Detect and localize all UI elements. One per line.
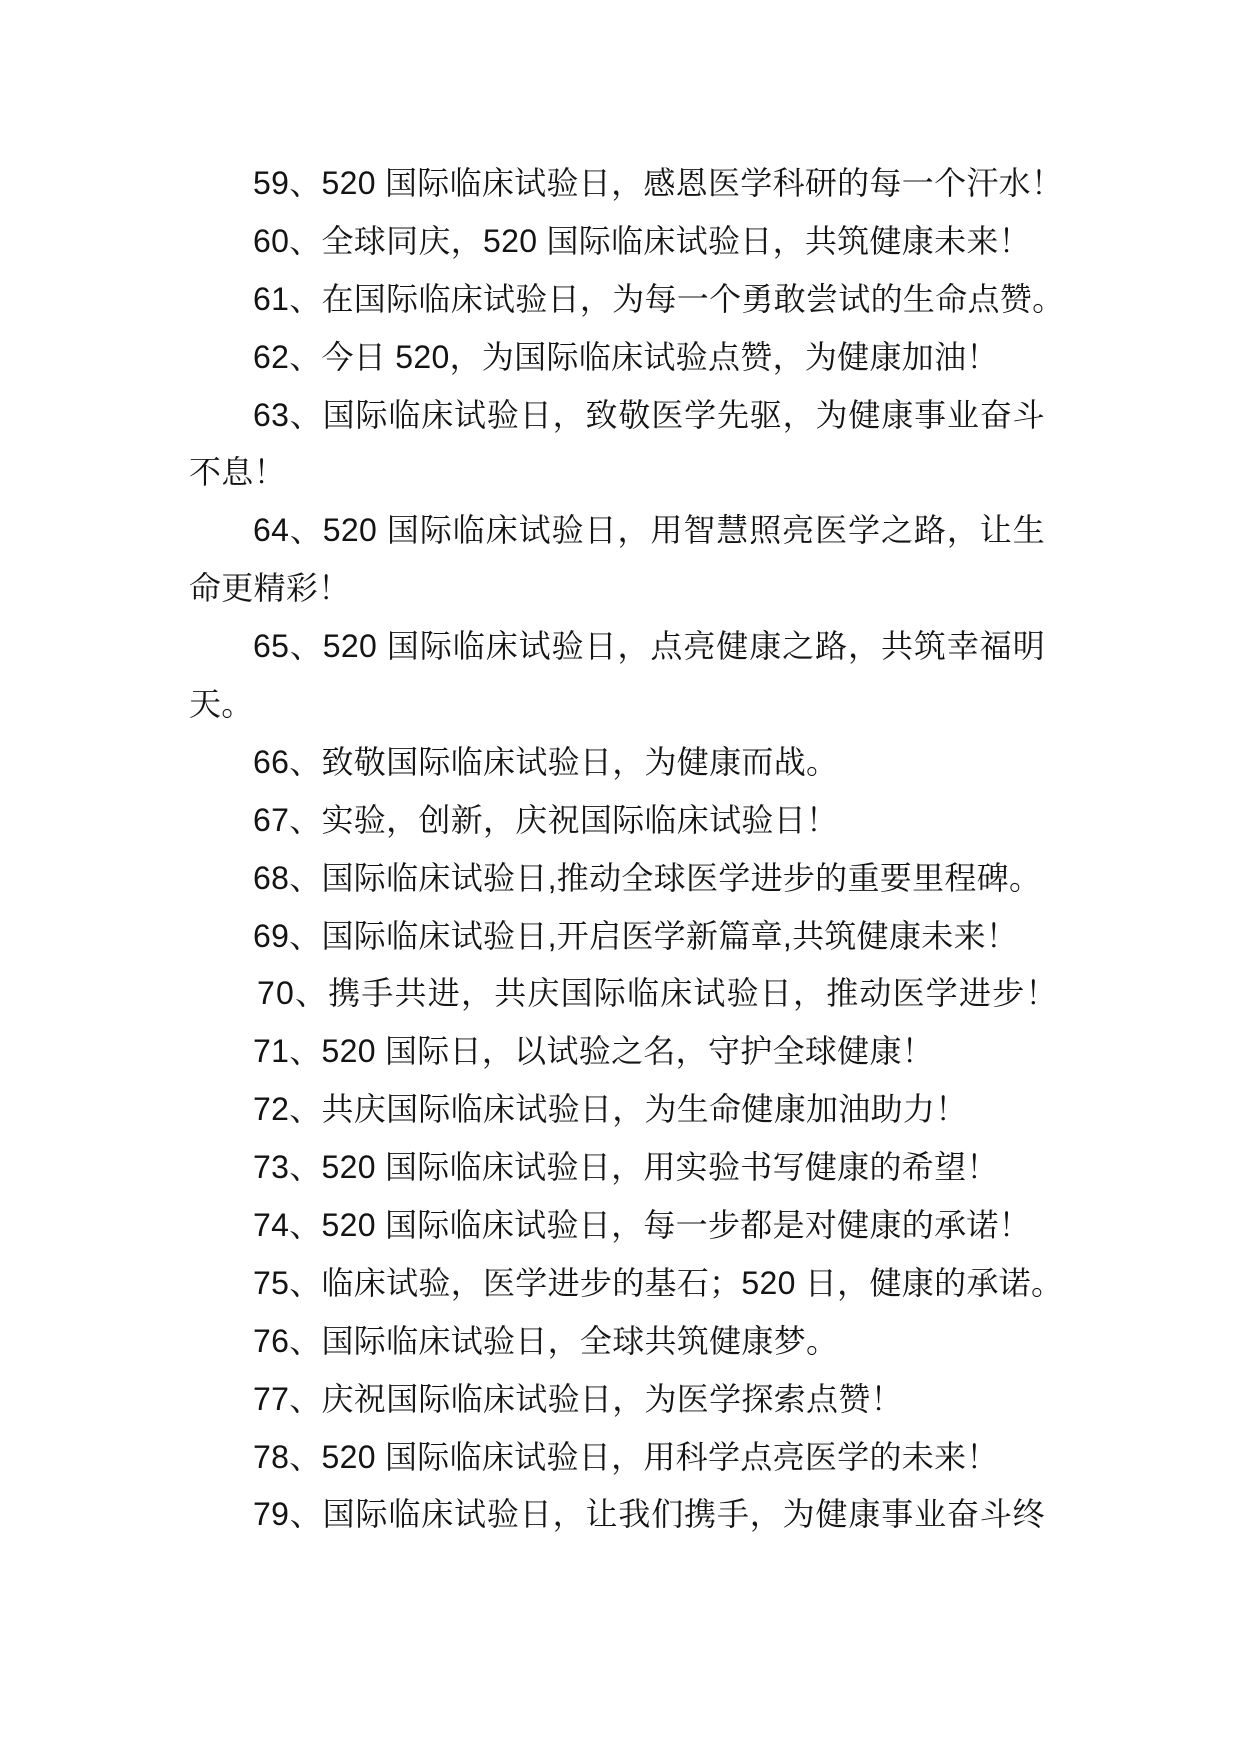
- list-item: [189, 618, 1045, 734]
- list-item: [189, 1081, 1045, 1139]
- paragraph-line: 63、国际临床试验日，致敬医学先驱，为健康事业奋斗: [253, 396, 1045, 433]
- list-item: [189, 734, 1045, 792]
- paragraph-line: 76、国际临床试验日，全球共筑健康梦。: [253, 1322, 839, 1359]
- paragraph-line: 74、520 国际临床试验日，每一步都是对健康的承诺！: [253, 1207, 1031, 1244]
- paragraph-line: 66、致敬国际临床试验日，为健康而战。: [253, 743, 839, 780]
- paragraph-line: 62、今日 520，为国际临床试验点赞，为健康加油！: [253, 338, 999, 375]
- list-item: [189, 908, 1045, 966]
- paragraph-line: 67、实验，创新，庆祝国际临床试验日！: [253, 801, 839, 838]
- list-item: [189, 155, 1064, 213]
- paragraph-line: 68、国际临床试验日,推动全球医学进步的重要里程碑。: [253, 859, 1042, 896]
- paragraph-continuation-line: 天。: [189, 686, 254, 723]
- paragraph-line: 61、在国际临床试验日，为每一个勇敢尝试的生命点赞。: [253, 280, 1065, 317]
- paragraph-line: 71、520 国际日，以试验之名，守护全球健康！: [253, 1033, 935, 1070]
- paragraph-line: 78、520 国际临床试验日，用科学点亮医学的未来！: [253, 1438, 999, 1475]
- paragraph-line: 75、临床试验，医学进步的基石；520 日，健康的承诺。: [253, 1264, 1064, 1301]
- paragraph-line: 65、520 国际临床试验日，点亮健康之路，共筑幸福明: [253, 628, 1045, 665]
- paragraph-line: 64、520 国际临床试验日，用智慧照亮医学之路，让生: [253, 512, 1045, 549]
- list-item: [189, 1023, 1045, 1081]
- list-item: [189, 1371, 1045, 1429]
- list-item: [189, 850, 1045, 908]
- paragraph-continuation-line: 命更精彩！: [189, 570, 351, 607]
- list-item: [189, 1429, 1045, 1487]
- paragraph-continuation-line: 不息！: [189, 454, 286, 491]
- paragraph-line: 59、520 国际临床试验日，感恩医学科研的每一个汗水！: [253, 165, 1064, 201]
- list-item: [189, 1197, 1045, 1255]
- paragraph-line: 69、国际临床试验日,开启医学新篇章,共筑健康未来！: [253, 917, 1019, 954]
- paragraph-line: 60、全球同庆，520 国际临床试验日，共筑健康未来！: [253, 222, 1031, 259]
- paragraph-line: 77、庆祝国际临床试验日，为医学探索点赞！: [253, 1380, 903, 1417]
- list-item: [189, 213, 1045, 271]
- paragraph-line: 73、520 国际临床试验日，用实验书写健康的希望！: [253, 1149, 999, 1186]
- list-item: [189, 1486, 1045, 1544]
- list-item: [189, 965, 1059, 1023]
- paragraph-line: 79、国际临床试验日，让我们携手，为健康事业奋斗终: [253, 1496, 1045, 1533]
- paragraph-line: 70、携手共进，共庆国际临床试验日，推动医学进步！: [257, 975, 1059, 1012]
- list-item: [189, 502, 1045, 618]
- document-body: [189, 155, 1065, 1544]
- list-item: [189, 271, 1065, 329]
- paragraph-line: 72、共庆国际临床试验日，为生命健康加油助力！: [253, 1091, 968, 1128]
- list-item: [189, 792, 1045, 850]
- list-item: [189, 387, 1045, 503]
- list-item: [189, 1255, 1064, 1313]
- list-item: [189, 329, 1045, 387]
- list-item: [189, 1313, 1045, 1371]
- list-item: [189, 1139, 1045, 1197]
